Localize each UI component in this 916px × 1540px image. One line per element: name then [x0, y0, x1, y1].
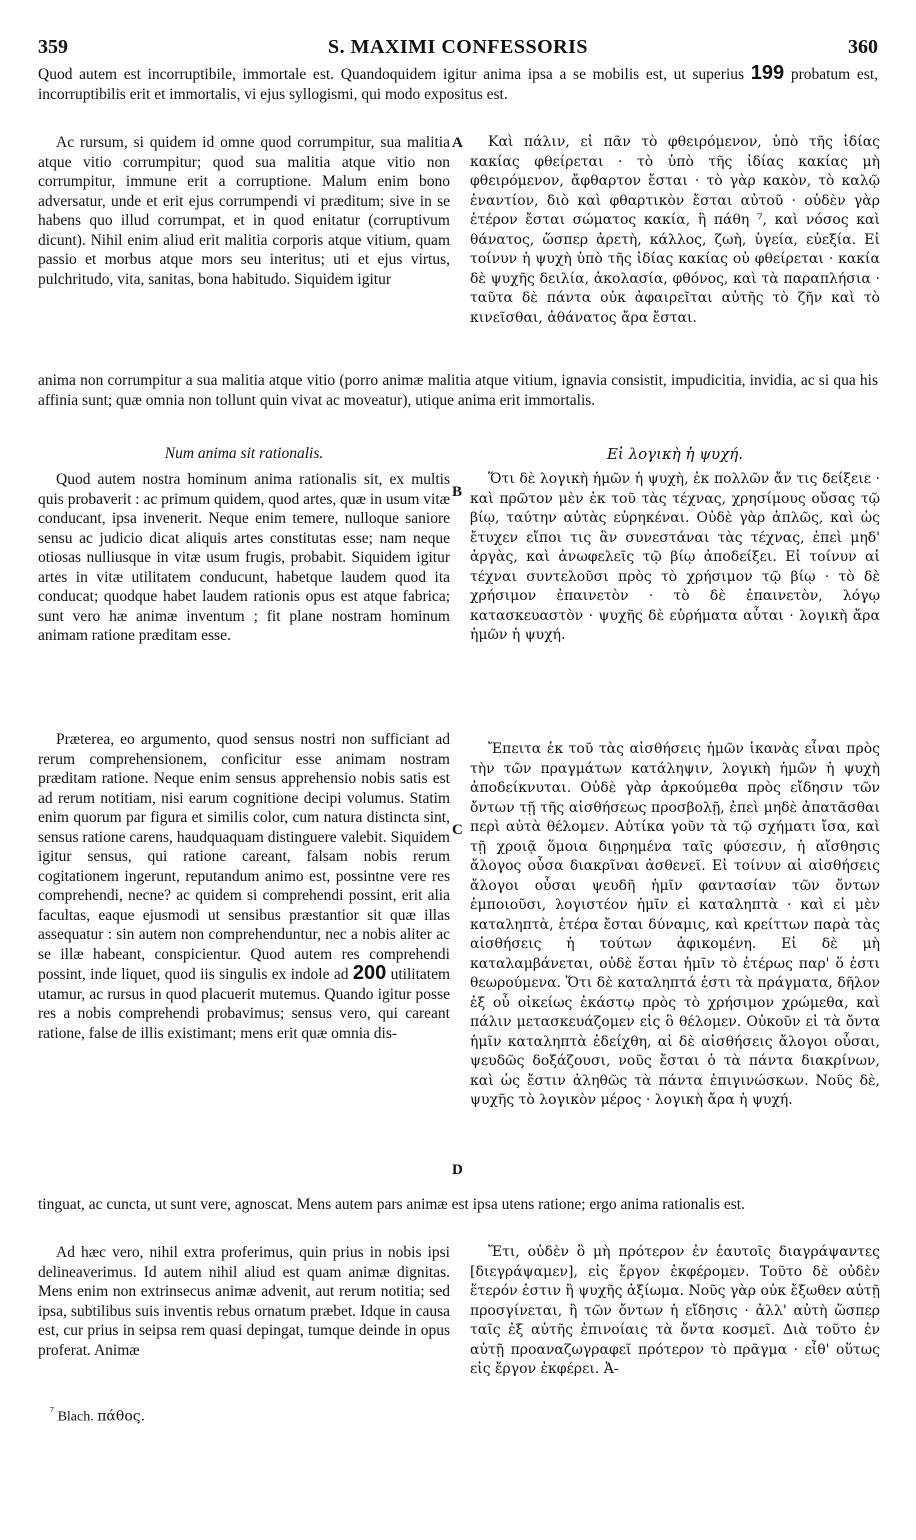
running-title: S. MAXIMI CONFESSORIS [328, 36, 588, 58]
intro-text-b: probatum est, incorruptibilis erit et immortalis, vi ejus syllogismi, qui modo expositus est. [38, 66, 879, 103]
latin-column-section2: Quod autem nostra hominum anima rationalis sit, ex multis quis probaverit : ac primum quidem, quod artes, quæ in usum vitæ conducant, ipsa invenerit. Neque enim temere, nulloque saniore sensu ac judicio dicat aliquis artes constitutas esse; nam neque otiosas nulliusque in vitæ usum frugis, probabit. Siquidem igitur artes in vitæ utilitatem conducunt, habetque laudem quod ita conducat; quodque habet laudem rationis opus est atque fabrica; sunt vero hæ animæ inventum ; fit plane nostram hominum animam ratione præditam esse. [38, 471, 450, 644]
section1-full-width: anima non corrumpitur a sua malitia atque vitio (porro animæ malitia atque vitium, ignavia consistit, impudicitia, invidia, ac si qua his affinia sunt; quæ omnia non tollunt quin vivat ac moveatur), utique anima erit immortalis. [38, 372, 878, 409]
footnote-text: Blach. [57, 1409, 94, 1425]
latin-column-section4: Ad hæc vero, nihil extra proferimus, quin prius in nobis ipsi delineaverimus. Id autem nihil aliud est quam animæ dignitas. Mens enim non extrinsecus animæ advenit, aut rerum notitia; sed ipsa, subtilibus suis inventis rebus ornatum præbet. Idque in causa est, cur prius in seipsa rem quasi depingat, tumque deinde in opus proferat. Animæ [38, 1244, 450, 1359]
margin-letter-c: C [452, 822, 463, 838]
greek-column-section1: Καὶ πάλιν, εἰ πᾶν τὸ φθειρόμενον, ὑπὸ τῆς ἰδίας κακίας φθείρεται · τὸ ὑπὸ τῆς ἰδίας κακίας μὴ φθειρόμενον, ἄφθαρτον ἔσται · τὸ γὰρ κακὸν, τὸ καλῷ ἐναντίον, διὸ καὶ φθαρτικὸν ἔσται αὐτοῦ · οὐδὲν γὰρ ἑτέρον ἔσται σώματος κακία, ἢ πάθη ⁷, καὶ νόσος καὶ θάνατος, ὥσπερ ἀρετὴ, κάλλος, ζωὴ, ὑγεία, εὐεξία. Εἰ τοίνυν ἡ ψυχὴ ὑπὸ τῆς ἰδίας κακίας οὐ φθείρεται · κακία δὲ ψυχῆς δειλία, ἀκολασία, φθόνος, καὶ τὰ παραπλήσια · ταῦτα δὲ πάντα οὐκ ἀφαιρεῖται αὐτῆς τὸ ζῆν καὶ τὸ κινεῖσθαι, ἀθάνατος ἄρα ἔσται. [470, 134, 880, 326]
margin-letter-d: D [452, 1162, 463, 1178]
latin-section3-a: Præterea, eo argumento, quod sensus nostri non sufficiant ad rerum comprehensionem, conficitur esse animam nostram præditam ratione. Neque enim sensus apprehensio nobis satis est ad rerum notitiam, nisi earum cognitione decipi volumus. Statim enim quorum par figura et similis color, cum natura distincta sint, sensus ratione carens, haudquaquam distinguere valebit. Siquidem igitur sensus, qui ratione careant, falsam nobis rerum cogitationem ingerunt, reputandum animo est, possintne vere res comprehendi, necne? ac quidem si comprehendi possint, erit alia facultas, eaque ejusmodi ut sensibus præstantior sit quæ illas assequatur : sin autem non comprehenduntur, nec a nobis aliter ac se illæ habeant, conspicientur. Quod autem res comprehendi possint, inde liquet, quod iis singulis ex indole ad [38, 731, 450, 983]
footnote [50, 1405, 145, 1426]
margin-letter-b: B [452, 484, 463, 500]
marginal-number-199: 199 [750, 62, 785, 84]
latin-section3-b: utilitatem utamur, ac rursus in quod placuerit mutemus. Quando igitur posse res a nobis comprehendi probavimus; sensus vero, qui careant ratione, false de illis existimant; mens erit quæ omnia dis- [38, 966, 451, 1042]
greek-column-section4: Ἔτι, οὐδὲν ὃ μὴ πρότερον ἐν ἑαυτοῖς διαγράψαντες [διεγράψαμεν], εἰς ἔργον ἐκφέρομεν. Τοῦτο δὲ οὐδὲν ἕτερόν ἐστιν ἢ ψυχῆς ἀξίωμα. Νοῦς γὰρ οὐκ ἔξωθεν αὐτῇ προσγίνεται, ἢ τῶν ὄντων ἡ εἴδησις · ἀλλ' αὐτὴ ὥσπερ ταῖς ἐξ αὐτῆς ἐπινοίαις τὰ ὄντα κοσμεῖ. Διὰ τοῦτο ἐν αὐτῇ προαναζωγραφεῖ πρότερον τὸ πρᾶγμα · εἶθ' οὕτως εἰς ἔργον ἐκφέρει. Ἀ- [470, 1244, 880, 1377]
margin-letter-a: A [452, 135, 463, 151]
page-number-right: 360 [848, 36, 878, 58]
running-header [38, 36, 878, 62]
latin-column-section3 [38, 730, 450, 1043]
greek-column-section2: Ὅτι δὲ λογικὴ ἡμῶν ἡ ψυχὴ, ἐκ πολλῶν ἄν τις δείξειε · καὶ πρῶτον μὲν ἐκ τοῦ τὰς τέχνας, χρησίμους οὔσας τῷ βίῳ, ταύτην αὐτὰς εὑρηκέναι. Οὐδὲ γὰρ ἁπλῶς, καὶ ὡς ἔτυχεν εἴποι τις ἂν συνεστάναι τὰς τέχνας, ἐπεὶ μηδ' ἀργὰς, καὶ ἀνωφελεῖς τῷ βίῳ ἀποδείξει. Εἰ τοίνυν αἱ τέχναι συντελοῦσι πρὸς τὸ χρήσιμον τῷ βίῳ · τὸ δὲ χρήσιμον ἐπαινετὸν · τὸ δὲ ἐπαινετὸν, λόγῳ κατασκευαστὸν · ψυχῆς δὲ εὑρήματα αὗται · λογικὴ ἄρα ἡμῶν ἡ ψυχή. [470, 471, 880, 643]
page-number-left: 359 [38, 36, 68, 58]
section3-full-width: tinguat, ac cuncta, ut sunt vere, agnoscat. Mens autem pars animæ est ipsa utens ratione; ergo anima rationalis est. [38, 1196, 745, 1213]
intro-paragraph [38, 64, 878, 104]
greek-column-section3: Ἔπειτα ἐκ τοῦ τὰς αἰσθήσεις ἡμῶν ἱκανὰς εἶναι πρὸς τὴν τῶν πραγμάτων κατάληψιν, λογικὴ ἡμῶν ἡ ψυχὴ ἀποδείκνυται. Οὐδὲ γὰρ ἀρκούμεθα πρὸς εἴδησιν τῶν ὄντων τῇ τῆς αἰσθήσεως προσβολῇ, ἐπεὶ μηδὲ ἀπατᾶσθαι περὶ αὐτὰ θέλομεν. Αὐτίκα γοῦν τὰ τῷ σχήματι ἴσα, καὶ τῇ χροιᾷ ὅμοια διῃρημένα ταῖς φύσεσιν, ἡ αἴσθησις ἄλογος οὖσα διακρῖναι ἀσθενεῖ. Εἰ τοίνυν αἱ αἰσθήσεις ἄλογοι οὖσαι ψευδῆ ἡμῖν φαντασίαν τῶν ὄντων ἐμποιοῦσι, λογιστέον ἡμῖν εἰ καταληπτὰ · καὶ εἰ μὲν καταληπτὰ, ἑτέρα ἔσται δύναμις, καὶ κρείττων παρὰ τὰς αἰσθήσεις ἡ τούτων ἀφικομένη. Εἰ δὲ μὴ καταλαμβάνεται, οὐδὲ ἔσται ἡμῖν τὸ ἑτέρως παρ' ὅ ἐστι θεωρούμενα. Ὅτι δὲ καταληπτά ἐστι τὰ πράγματα, δῆλον ἐξ οὗ οἰκείως ἑκάστῳ πρὸς τὸ χρήσιμον χρώμεθα, καὶ πάλιν μετασκευάζομεν εἰς ὃ θέλομεν. Οὐκοῦν εἰ τὰ ὄντα ἡμῖν καταληπτὰ ἐδείχθη, αἱ δὲ αἰσθήσεις ἄλογοι οὖσαι, ψευδῶς δοξάζουσι, νοῦς ἔσται ὁ τὰ πάντα διακρίνων, καὶ ὡς ἔστιν ἀληθῶς τὰ πάντα ἐπιγινώσκων. Νοῦς δὲ, ψυχῆς τὸ λογικὸν μέρος · λογικὴ ἄρα ἡ ψυχή. [470, 741, 880, 1108]
marginal-number-200: 200 [352, 962, 387, 984]
heading-greek-rationalis: Εἰ λογικὴ ἡ ψυχή. [606, 445, 744, 463]
footnote-mark: ⁷ [50, 1405, 55, 1418]
footnote-greek: πάθος. [97, 1408, 146, 1425]
intro-text-a: Quod autem est incorruptibile, immortale est. Quandoquidem igitur anima ipsa a se mobilis est, ut superius [38, 66, 745, 83]
heading-latin-rationalis: Num anima sit rationalis. [164, 445, 324, 462]
latin-column-section1: Ac rursum, si quidem id omne quod corrumpitur, sua malitia atque vitio corrumpitur; quod sua malitia atque vitio non corrumpitur, immune erit a corruptione. Malum enim bono adversatur, unde et erit ejus corrumpendi vi præditum; sive in se habens quo illud corrumpat, et in quod enitatur (corruptivum dicunt). Nihil enim aliud erit malitia corporis atque vitium, quam passio et morbus atque mors seu interitus; uti et ejus virtus, pulchritudo, vita, sanitas, bona habitudo. Siquidem igitur [38, 134, 450, 288]
